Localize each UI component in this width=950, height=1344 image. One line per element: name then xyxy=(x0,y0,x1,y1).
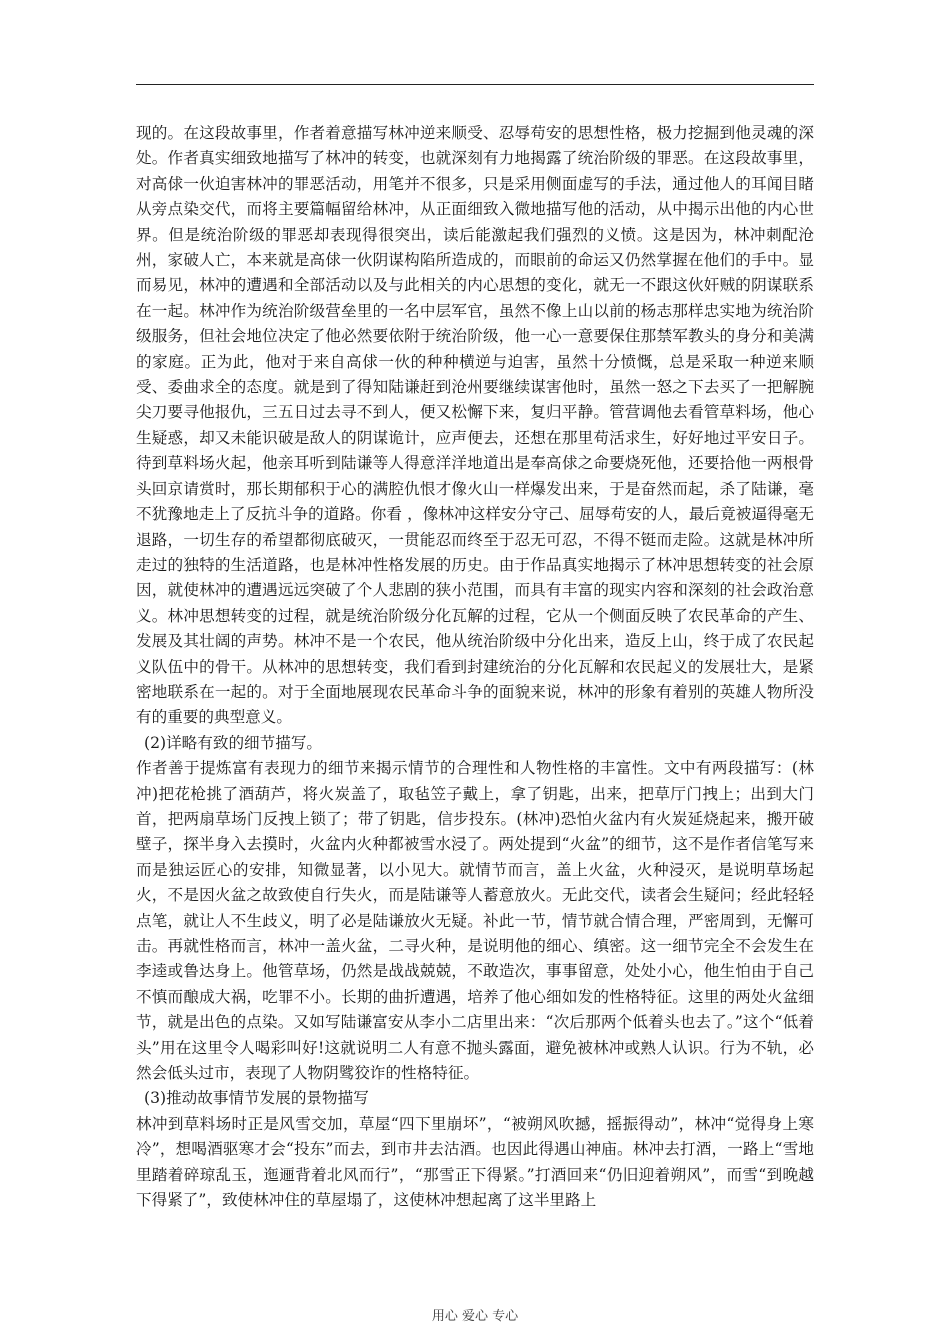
page-footer: 用心 爱心 专心 xyxy=(431,1309,519,1324)
section-heading: (2)详略有致的细节描写。 xyxy=(144,733,323,752)
section-heading: (3)推动故事情节发展的景物描写 xyxy=(144,1089,369,1108)
body-paragraph: 作者善于提炼富有表现力的细节来揭示情节的合理性和人物性格的丰富性。文中有两段描写：(林冲)把花枪挑了酒葫芦，将火炭盖了，取毡笠子戴上，拿了钥匙，出来，把草厅门拽上；出到大门首，把两扇草场门反拽上锁了；带了钥匙，信步投东。(林冲)恐怕火盆内有火炭延烧起来，搬开破壁子，探半身入去摸时，火盆内火种都被雪水浸了。两处提到“火盆”的细节，这不是作者信笔写来而是独运匠心的安排，知微显著，以小见大。就情节而言，盖上火盆，火种浸灭，是说明草场起火，不是因火盆之故致使自行失火，而是陆谦等人蓄意放火。无此交代，读者会生疑问；经此轻轻点笔，就让人不生歧义，明了必是陆谦放火无疑。补此一节，情节就合情合理，严密周到，无懈可击。再就性格而言，林冲一盖火盆，二寻火种，是说明他的细心、缜密。这一细节完全不会发生在李逵或鲁达身上。他管草场，仍然是战战兢兢，不敢造次，事事留意，处处小心，他生怕由于自己不慎而酿成大祸，吃罪不小。长期的曲折遭遇，培养了他心细如发的性格特征。这里的两处火盆细节，就是出色的点染。又如写陆谦富安从李小二店里出来：“次后那两个低着头也去了。”这个“低着头”用在这里令人喝彩叫好!这就说明二人有意不抛头露面，避免被林冲或熟人认识。行为不轨，必然会低头过市，表现了人物阴骘狡诈的性格特征。 xyxy=(136,759,814,1083)
body-paragraph: 林冲到草料场时正是风雪交加，草屋“四下里崩坏”，“被朔风吹撼，摇振得动”，林冲“觉得身上寒冷”，想喝酒驱寒才会“投东”而去，到市井去沽酒。也因此得遇山神庙。林冲去打酒，一路上“雪地里踏着碎琼乱玉，迤逦背着北风而行”，“那雪正下得紧。”打酒回来“仍旧迎着朔风”，而雪“到晚越下得紧了”，致使林冲住的草屋塌了，这使林冲想起离了这半里路上 xyxy=(136,1114,814,1210)
body-paragraph: 现的。在这段故事里，作者着意描写林冲逆来顺受、忍辱苟安的思想性格，极力挖掘到他灵魂的深处。作者真实细致地描写了林冲的转变，也就深刻有力地揭露了统治阶级的罪恶。在这段故事里，对高俅一伙迫害林冲的罪恶活动，用笔并不很多，只是采用侧面虚写的手法，通过他人的耳闻目睹从旁点染交代，而将主要篇幅留给林冲，从正面细致入微地描写他的活动，从中揭示出他的内心世界。但是统治阶级的罪恶却表现得很突出，读后能激起我们强烈的义愤。这是因为，林冲刺配沧州，家破人亡，本来就是高俅一伙阴谋构陷所造成的，而眼前的命运又仍然掌握在他们的手中。显而易见，林冲的遭遇和全部活动以及与此相关的内心思想的变化，就无一不跟这伙奸贼的阴谋联系在一起。林冲作为统治阶级营垒里的一名中层军官，虽然不像上山以前的杨志那样忠实地为统治阶级服务，但社会地位决定了他必然要依附于统治阶级，他一心一意要保住那禁军教头的身分和美满的家庭。正为此，他对于来自高俅一伙的种种横逆与迫害，虽然十分愤慨，总是采取一种逆来顺受、委曲求全的态度。就是到了得知陆谦赶到沧州要继续谋害他时，虽然一怒之下去买了一把解腕尖刀要寻他报仇，三五日过去寻不到人，便又松懈下来，复归平静。管营调他去看管草料场，他心生疑惑，却又未能识破是敌人的阴谋诡计，应声便去，还想在那里苟活求生，好好地过平安日子。待到草料场火起，他亲耳听到陆谦等人得意洋洋地道出是奉高俅之命要烧死他，还要拾他一两根骨头回京请赏时，那长期郁积于心的满腔仇恨才像火山一样爆发出来，于是奋然而起，杀了陆谦，毫不犹豫地走上了反抗斗争的道路。你看 ，像林冲这样安分守己、屈辱苟安的人，最后竟被逼得毫无退路，一切生存的希望都彻底破灭，一贯能忍而终至于忍无可忍，不得不铤而走险。这就是林冲所走过的独特的生活道路，也是林冲性格发展的历史。由于作品真实地揭示了林冲思想转变的社会原因，就使林冲的遭遇远远突破了个人悲剧的狭小范围，而具有丰富的现实内容和深刻的社会政治意义。林冲思想转变的过程，就是统治阶级分化瓦解的过程，它从一个侧面反映了农民革命的产生、发展及其壮阔的声势。林冲不是一个农民，他从统治阶级中分化出来，造反上山，终于成了农民起义队伍中的骨干。从林冲的思想转变，我们看到封建统治的分化瓦解和农民起义的发展壮大，是紧密地联系在一起的。对于全面地展现农民革命斗争的面貌来说，林冲的形象有着别的英雄人物所没有的重要的典型意义。 xyxy=(136,124,814,727)
document-body xyxy=(136,121,814,1213)
header-rule xyxy=(136,84,814,85)
